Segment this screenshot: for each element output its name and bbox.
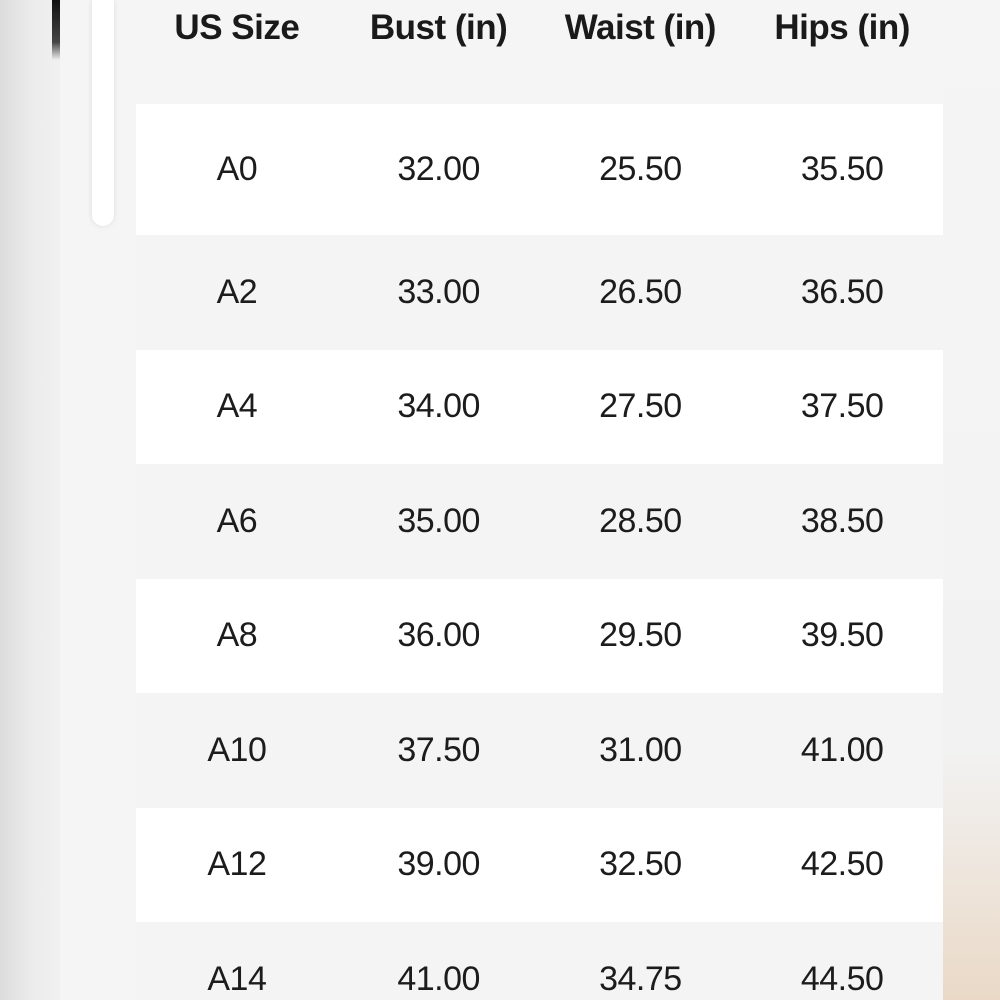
cell-bust: 36.00 <box>397 616 480 655</box>
cell-us-size: A14 <box>207 959 267 998</box>
cell-us-size: A2 <box>216 272 258 311</box>
cell-waist: 34.75 <box>599 959 682 998</box>
cell-waist: 31.00 <box>599 730 682 769</box>
scrollbar[interactable] <box>92 0 114 226</box>
cell-us-size: A12 <box>207 845 267 884</box>
cell-hips: 35.50 <box>800 150 884 188</box>
cell-bust: 37.50 <box>397 730 480 769</box>
cell-bust: 32.00 <box>397 150 480 188</box>
column-header-bust: Bust (in) <box>369 8 508 47</box>
table-row <box>136 104 943 235</box>
table-row <box>136 579 943 694</box>
size-chart-table <box>136 0 943 1000</box>
cell-hips: 41.00 <box>800 730 884 769</box>
cell-us-size: A8 <box>216 616 258 655</box>
cell-hips: 38.50 <box>800 501 884 540</box>
cell-hips: 39.50 <box>800 616 884 655</box>
column-header-hips: Hips (in) <box>774 8 910 47</box>
background-right <box>940 0 1000 1000</box>
cell-waist: 28.50 <box>599 501 682 540</box>
cell-bust: 33.00 <box>397 272 480 311</box>
cell-waist: 25.50 <box>599 150 682 188</box>
cell-hips: 37.50 <box>800 387 884 426</box>
cell-hips: 44.50 <box>800 959 884 998</box>
cell-us-size: A0 <box>216 150 258 188</box>
cell-bust: 34.00 <box>397 387 480 426</box>
table-row <box>136 808 943 923</box>
cell-us-size: A6 <box>216 501 258 540</box>
cell-bust: 41.00 <box>397 959 480 998</box>
cell-us-size: A10 <box>207 730 267 769</box>
cell-bust: 39.00 <box>397 845 480 884</box>
table-header-row <box>136 0 943 104</box>
column-header-waist: Waist (in) <box>564 8 716 47</box>
table-row <box>136 922 943 1000</box>
cell-hips: 42.50 <box>800 845 884 884</box>
cell-bust: 35.00 <box>397 501 480 540</box>
cell-waist: 32.50 <box>599 845 682 884</box>
table-row <box>136 235 943 350</box>
column-header-us-size: US Size <box>174 8 300 47</box>
table-row <box>136 350 943 465</box>
cell-waist: 27.50 <box>599 387 682 426</box>
cell-waist: 29.50 <box>599 616 682 655</box>
cell-waist: 26.50 <box>599 272 682 311</box>
cell-us-size: A4 <box>216 387 258 426</box>
table-row <box>136 464 943 579</box>
table-row <box>136 693 943 808</box>
cell-hips: 36.50 <box>800 272 884 311</box>
